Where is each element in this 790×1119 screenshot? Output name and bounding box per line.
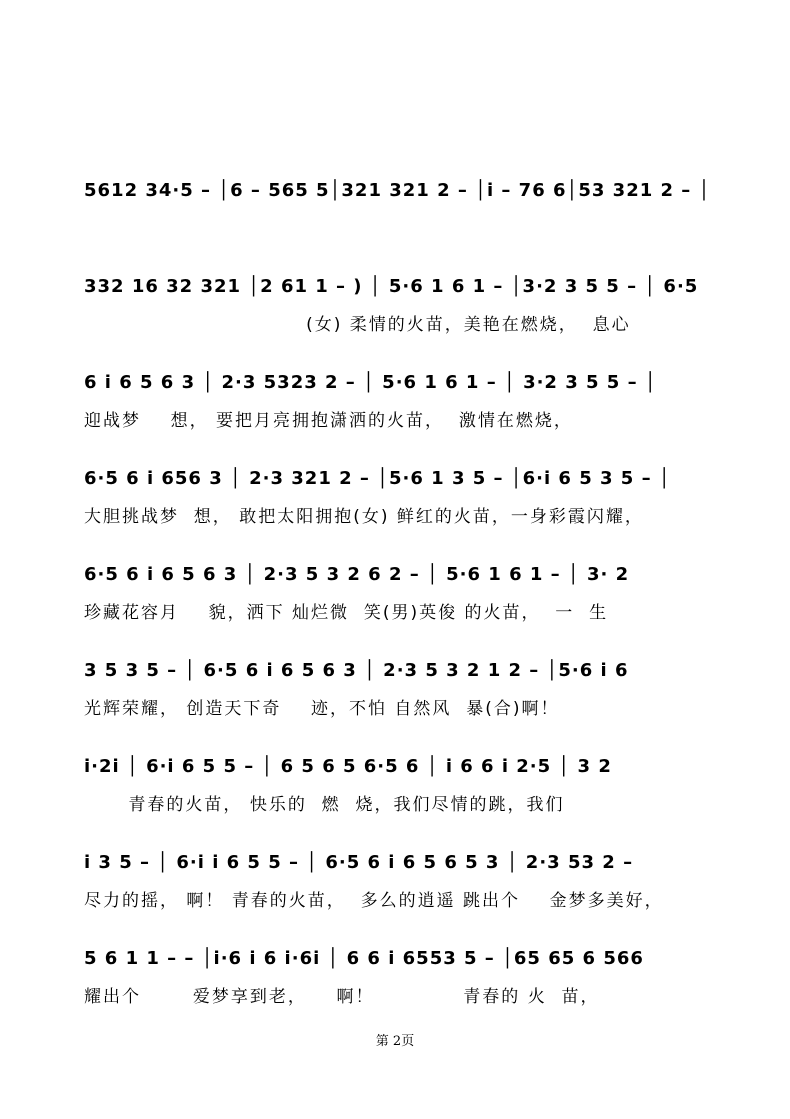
lyrics-line: 大胆挑战梦 想， 敢把太阳拥抱(女) 鲜红的火苗，一身彩霞闪耀， <box>84 507 644 527</box>
lyrics-line: (女) 柔情的火苗，美艳在燃烧， 息心 <box>84 315 631 335</box>
lyrics-line: 耀出个 爱梦享到老， 啊！ 青春的 火 苗， <box>84 987 600 1007</box>
notation-line: 6·5 6 i 6 5 6 3 │ 2·3 5 3 2 6 2 – │ 5·6 1 6 1 – │ 3· 2 <box>84 564 630 585</box>
notation-line: 5612 34·5 – │6 – 565 5│321 321 2 – │i – 76 6│53 321 2 – │ <box>84 180 711 201</box>
page-number: 第 2页 <box>375 1034 415 1049</box>
notation-line: 6 i 6 5 6 3 │ 2·3 5323 2 – │ 5·6 1 6 1 – │ 3·2 3 5 5 – │ <box>84 372 657 393</box>
lyrics-line: 珍藏花容月 貌，洒下 灿烂微 笑(男)英俊 的火苗， 一 生 <box>84 603 609 623</box>
notation-line: 6·5 6 i 656 3 │ 2·3 321 2 – │5·6 1 3 5 – │6·i 6 5 3 5 – │ <box>84 468 671 489</box>
notation-line: 332 16 32 321 │2 61 1 – ) │ 5·6 1 6 1 – │3·2 3 5 5 – │ 6·5 <box>84 276 699 297</box>
notation-line: i 3 5 – │ 6·i i 6 5 5 – │ 6·5 6 i 6 5 6 5 3 │ 2·3 53 2 – <box>84 852 634 873</box>
notation-line: 5 6 1 1 – – │i·6 i 6 i·6i │ 6 6 i 6553 5 – │65 65 6 566 <box>84 948 644 969</box>
lyrics-line: 青春的火苗， 快乐的 燃 烧，我们尽情的跳，我们 <box>84 795 565 815</box>
lyrics-line: 尽力的摇， 啊！ 青春的火苗， 多么的逍遥 跳出个 金梦多美好， <box>84 891 664 911</box>
notation-line: 3 5 3 5 – │ 6·5 6 i 6 5 6 3 │ 2·3 5 3 2 1 2 – │5·6 i 6 <box>84 660 629 681</box>
lyrics-line: 光辉荣耀， 创造天下奇 迹，不怕 自然风 暴(合)啊！ <box>84 699 560 719</box>
lyrics-line: 迎战梦 想， 要把月亮拥抱潇洒的火苗， 激情在燃烧， <box>84 411 573 431</box>
notation-line: i·2i │ 6·i 6 5 5 – │ 6 5 6 5 6·5 6 │ i 6 6 i 2·5 │ 3 2 <box>84 756 612 777</box>
